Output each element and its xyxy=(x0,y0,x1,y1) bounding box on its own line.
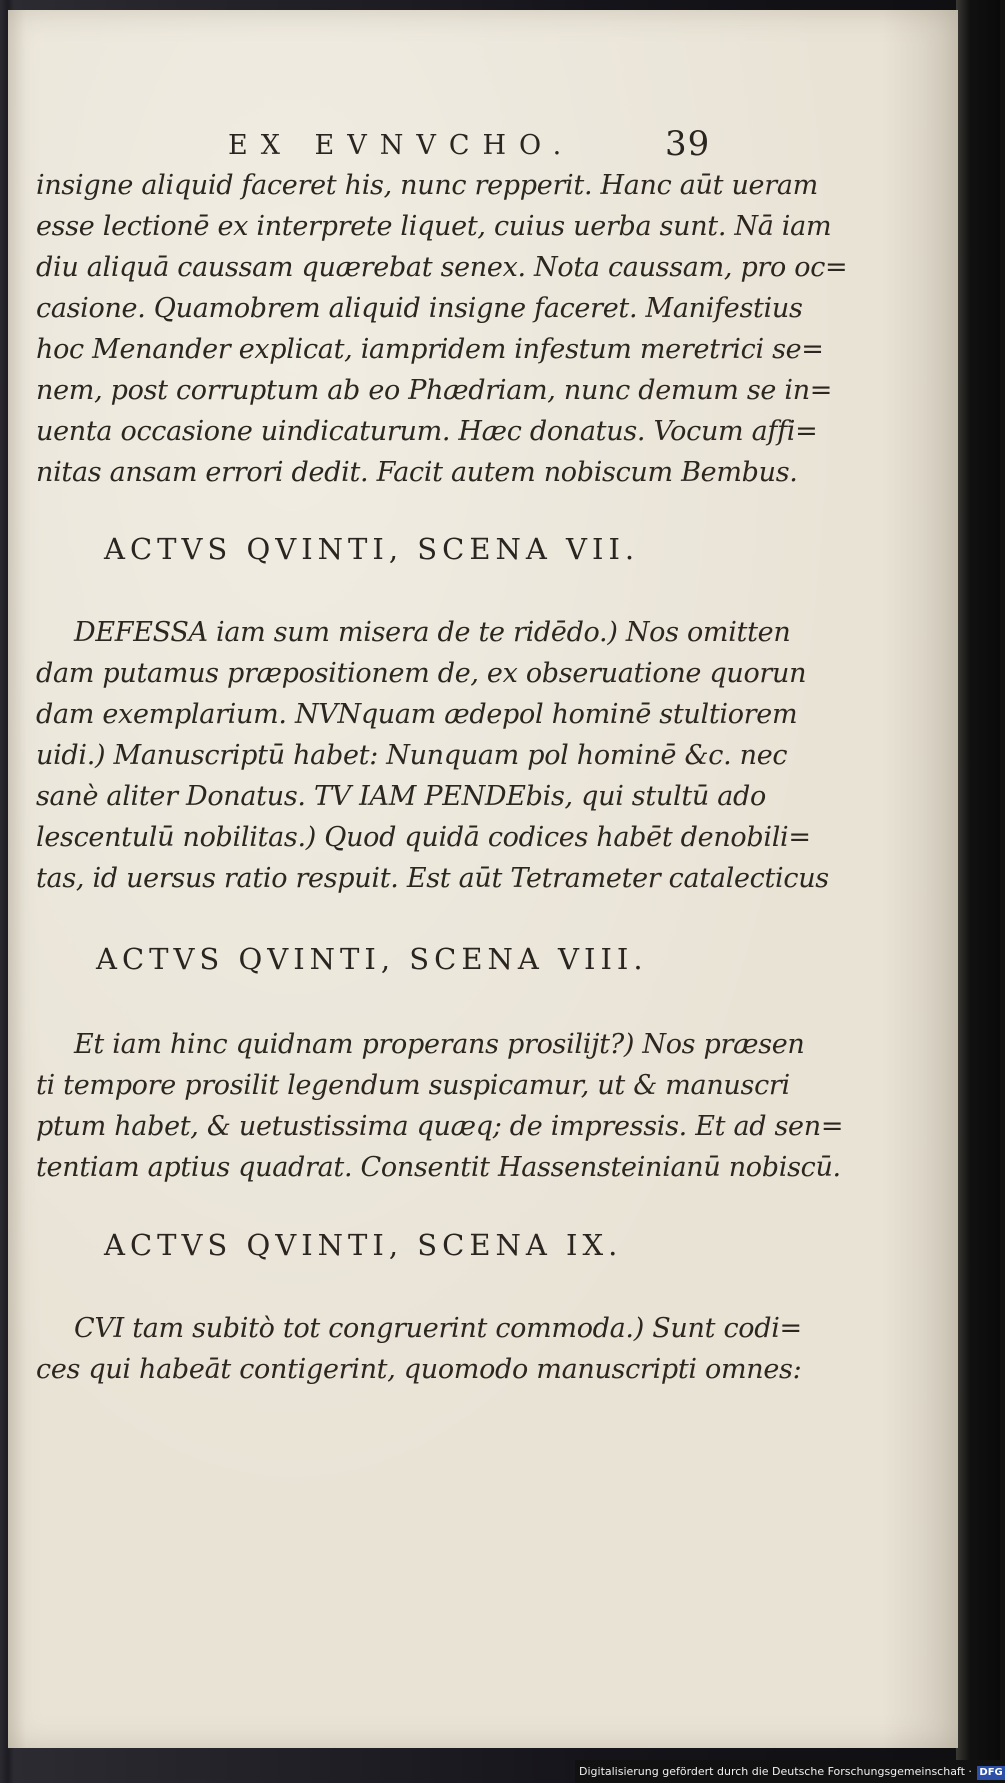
digitization-footer xyxy=(575,1760,1004,1783)
text-line: ptum habet, & uetustissima quæq; de impressis. Et ad sen= xyxy=(36,1111,844,1142)
text-line: uenta occasione uindicaturum. Hæc donatus. Vocum affi= xyxy=(36,416,818,447)
paragraph-commentary-3 xyxy=(36,1024,844,1188)
text-line: DEFESSA iam sum misera de te ridēdo.) Nos omitten xyxy=(74,617,791,648)
section-heading: ACTVS QVINTI, SCENA VII. xyxy=(104,532,640,566)
paragraph-commentary-4 xyxy=(36,1308,802,1390)
text-line: nem, post corruptum ab eo Phædriam, nunc demum se in= xyxy=(36,375,833,406)
text-line: ti tempore prosilit legendum suspicamur, ut & manuscri xyxy=(36,1070,790,1101)
text-line: nitas ansam errori dedit. Facit autem nobiscum Bembus. xyxy=(36,457,798,488)
page-number: 39 xyxy=(665,124,711,164)
text-line: esse lectionē ex interprete liquet, cuius uerba sunt. Nā iam xyxy=(36,211,832,242)
section-heading: ACTVS QVINTI, SCENA IX. xyxy=(104,1228,623,1262)
text-line: dam putamus præpositionem de, ex obseruatione quorun xyxy=(36,658,807,689)
text-line: tas, id uersus ratio respuit. Est aūt Tetrameter catalecticus xyxy=(36,863,829,894)
text-line: dam exemplarium. NVNquam ædepol hominē stultiorem xyxy=(36,699,798,730)
paragraph-commentary-2 xyxy=(36,612,829,899)
text-line: lescentulū nobilitas.) Quod quidā codices habēt denobili= xyxy=(36,822,811,853)
dfg-logo: DFG xyxy=(979,1767,1003,1778)
running-title: EX EVNVCHO. xyxy=(228,130,575,161)
text-line: diu aliquā caussam quærebat senex. Nota caussam, pro oc= xyxy=(36,252,848,283)
paragraph-commentary-1 xyxy=(36,165,848,493)
section-heading: ACTVS QVINTI, SCENA VIII. xyxy=(96,942,648,976)
text-line: ces qui habeāt contigerint, quomodo manuscripti omnes: xyxy=(36,1354,802,1385)
footer-text: Digitalisierung gefördert durch die Deutsche Forschungsgemeinschaft · xyxy=(579,1765,972,1778)
book-edge xyxy=(956,0,1000,1760)
text-line: casione. Quamobrem aliquid insigne faceret. Manifestius xyxy=(36,293,803,324)
text-line: sanè aliter Donatus. TV IAM PENDEbis, qui stultū ado xyxy=(36,781,766,812)
text-line: uidi.) Manuscriptū habet: Nunquam pol hominē &c. nec xyxy=(36,740,788,771)
text-line: CVI tam subitò tot congruerint commoda.) Sunt codi= xyxy=(74,1313,802,1344)
text-line: Et iam hinc quidnam properans prosilijt?) Nos præsen xyxy=(74,1029,805,1060)
text-line: hoc Menander explicat, iampridem infestum meretrici se= xyxy=(36,334,824,365)
text-line: insigne aliquid faceret his, nunc repperit. Hanc aūt ueram xyxy=(36,170,818,201)
text-line: tentiam aptius quadrat. Consentit Hassensteinianū nobiscū. xyxy=(36,1152,841,1183)
